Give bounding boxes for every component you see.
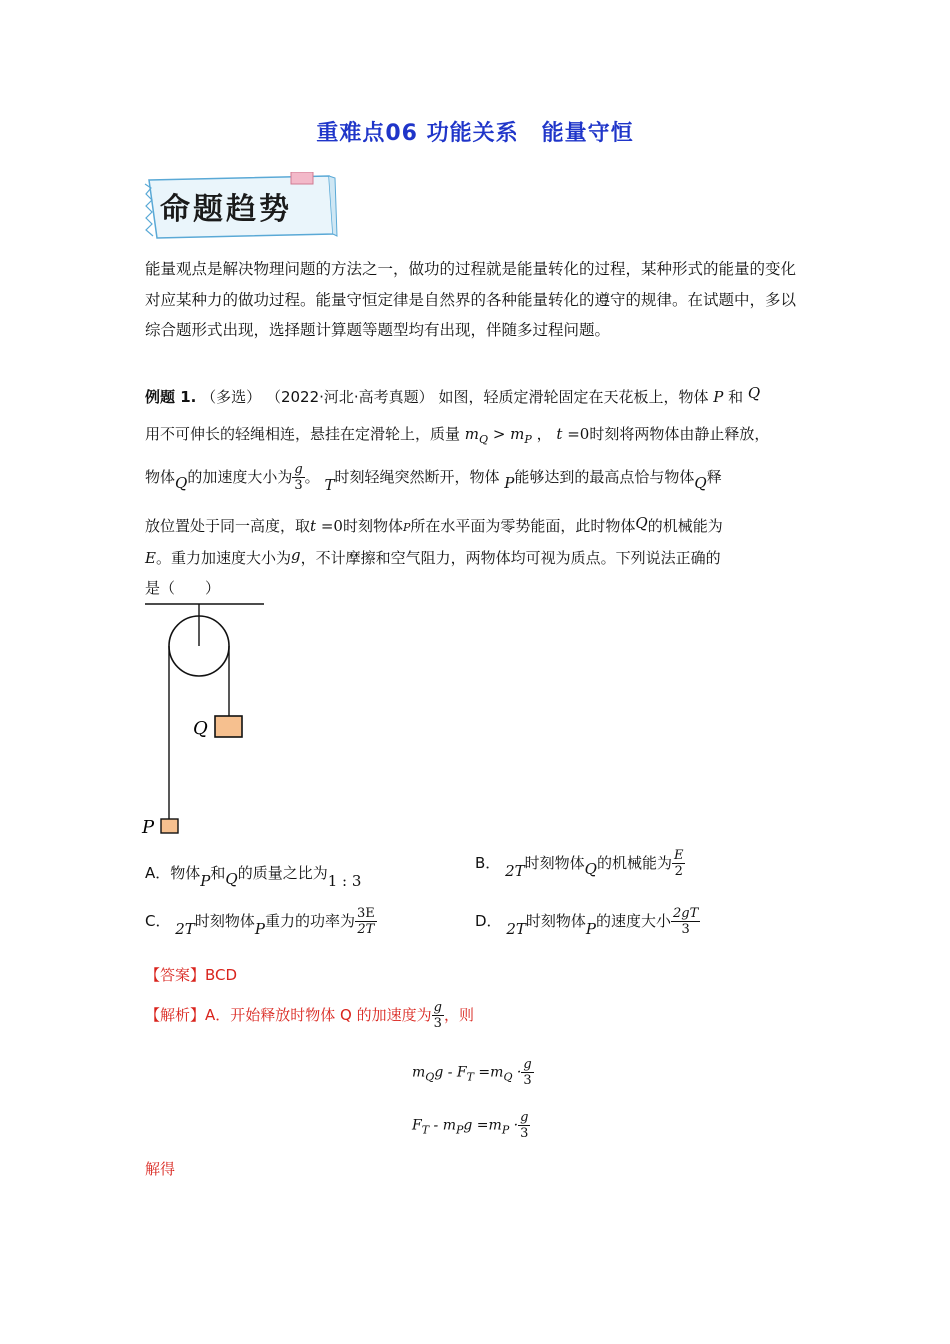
math-op: =0	[316, 517, 343, 535]
math-op: >	[488, 425, 511, 443]
option-text: 的质量之比为	[237, 864, 328, 882]
question-type: （多选）	[201, 388, 262, 406]
math-den: 3	[520, 1126, 529, 1141]
math-num: g	[523, 1057, 532, 1072]
math-var: m	[464, 425, 480, 443]
question-text: 时刻物体	[342, 517, 403, 535]
question-line-5	[145, 547, 721, 568]
math-var: t	[310, 517, 317, 535]
option-label: C．	[145, 912, 171, 930]
math-var: P	[254, 920, 265, 938]
eq-sub: Q	[425, 1070, 435, 1084]
option-text: 的速度大小	[596, 912, 672, 930]
math-num: g	[433, 1000, 442, 1015]
question-line-6: 是（ ）	[145, 579, 221, 597]
fraction	[292, 462, 304, 493]
fraction	[671, 906, 700, 937]
math-num: 2gT	[673, 906, 699, 921]
math-sub: Q	[479, 433, 489, 446]
question-text: 所在水平面为零势能面，此时物体	[410, 517, 636, 535]
question-text: 用不可伸长的轻绳相连，悬挂在定滑轮上，质量	[145, 425, 461, 443]
question-text: 时刻将两物体由静止释放，	[589, 425, 770, 443]
math-var: Q	[225, 870, 238, 888]
question-text: 时刻轻绳突然断开，物体	[334, 468, 500, 486]
math-var: P	[504, 474, 515, 492]
option-text: 和	[210, 864, 226, 882]
question-source: （2022·河北·高考真题）	[265, 388, 434, 406]
answer-line	[145, 964, 237, 985]
answer-value: BCD	[205, 966, 238, 984]
label-q: Q	[193, 718, 208, 739]
banner-text: 命题趋势	[160, 192, 292, 227]
eq-term: =m	[473, 1064, 504, 1081]
eq-sub: P	[501, 1123, 510, 1137]
math-var: Q	[584, 860, 597, 878]
math-var: m	[510, 425, 525, 443]
label-p: P	[142, 817, 155, 838]
question-text: 的机械能为	[647, 517, 723, 535]
math-den: 3	[433, 1016, 442, 1031]
option-text: 时刻物体	[194, 912, 255, 930]
math-var: 2T	[506, 920, 526, 938]
option-text: 时刻物体	[524, 854, 585, 872]
math-var: P	[200, 872, 211, 890]
option-label: B．	[475, 854, 501, 872]
math-var: T	[324, 476, 335, 494]
option-d[interactable]	[475, 906, 700, 937]
intro-paragraph: 能量观点是解决物理问题的方法之一，做功的过程就是能量转化的过程，某种形式的能量的变化对应某种力的做功过程。能量守恒定律是自然界的各种能量转化的遵守的规律。在试题中，多以综合题形式出现，选择题计算题等题型均有出现，伴随多过程问题。	[145, 260, 797, 339]
analysis-line	[145, 1000, 474, 1031]
math-num: E	[673, 848, 684, 863]
block-p	[161, 819, 178, 833]
fraction	[355, 906, 377, 937]
fraction	[518, 1110, 530, 1141]
fraction	[521, 1057, 533, 1088]
option-a[interactable]	[145, 862, 362, 890]
question-text: 。重力加速度大小为	[155, 549, 291, 567]
math-sub: P	[524, 433, 532, 446]
option-c[interactable]	[145, 906, 377, 937]
equation-2	[412, 1110, 530, 1141]
question-text: 。	[304, 468, 320, 486]
eq-term: F	[412, 1117, 422, 1134]
pulley-diagram	[140, 600, 275, 840]
analysis-label: 【解析】	[145, 1006, 206, 1024]
math-num: g	[294, 462, 303, 477]
page-title: 重难点06 功能关系 能量守恒	[316, 121, 634, 146]
eq-op: ·	[512, 1064, 522, 1081]
math-den: 2T	[357, 922, 375, 937]
math-den: 2	[674, 864, 683, 879]
math-var: t	[556, 425, 563, 443]
option-label: A．	[145, 864, 171, 882]
math-var: P	[402, 521, 411, 534]
math-var: Q	[635, 514, 648, 532]
eq-op: ·	[509, 1117, 519, 1134]
eq-term: g	[463, 1117, 473, 1134]
question-label: 例题 1.	[145, 388, 197, 406]
option-text: 重力的功率为	[264, 912, 355, 930]
math-value: 1 : 3	[327, 872, 362, 890]
option-b[interactable]	[475, 848, 685, 879]
equation-1	[412, 1057, 534, 1088]
question-text: 放位置处于同一高度，取	[145, 517, 311, 535]
analysis-text: A．开始释放时物体 Q 的加速度为	[205, 1006, 432, 1024]
math-var: Q	[175, 474, 188, 492]
math-den: 3	[681, 922, 690, 937]
option-text: 的机械能为	[596, 854, 672, 872]
math-num: g	[520, 1110, 529, 1125]
question-line-2	[145, 423, 769, 446]
option-text: 物体	[170, 864, 201, 882]
result-text: 解得	[145, 1160, 176, 1178]
math-var: 2T	[175, 920, 195, 938]
question-line-4	[145, 515, 723, 536]
question-text: 物体	[145, 468, 176, 486]
analysis-text: ，则	[443, 1006, 474, 1024]
option-label: D．	[475, 912, 502, 930]
math-num: 3E	[356, 906, 375, 921]
math-var: g	[290, 546, 301, 564]
question-text: 和	[728, 388, 744, 406]
math-var: 2T	[505, 862, 525, 880]
math-var: Q	[694, 474, 707, 492]
math-var: P	[585, 920, 597, 938]
question-text: 能够达到的最高点恰与物体	[514, 468, 695, 486]
eq-term: - m	[429, 1117, 456, 1134]
question-text: ，	[536, 425, 552, 443]
question-text: ，不计摩擦和空气阻力，两物体均可视为质点。下列说法正确的	[300, 549, 721, 567]
question-text: 的加速度大小为	[187, 468, 293, 486]
eq-term: g - F	[434, 1064, 467, 1081]
fraction	[672, 848, 686, 879]
option-text: 时刻物体	[525, 912, 586, 930]
eq-sub: P	[455, 1123, 464, 1137]
math-den: 3	[523, 1073, 532, 1088]
answer-label: 【答案】	[145, 966, 206, 984]
question-line-3	[145, 462, 722, 493]
question-text: 如图，轻质定滑轮固定在天花板上，物体	[438, 388, 709, 406]
eq-sub: T	[466, 1070, 474, 1084]
eq-sub: Q	[503, 1070, 513, 1084]
math-var: E	[145, 549, 156, 567]
fraction	[432, 1000, 444, 1031]
block-q	[215, 716, 242, 737]
eq-term: m	[412, 1064, 426, 1081]
math-var: P	[713, 388, 724, 406]
question-line-1	[145, 386, 760, 407]
math-den: 3	[294, 478, 303, 493]
math-var: Q	[747, 384, 761, 402]
eq-sub: T	[421, 1123, 430, 1137]
question-text: 释	[706, 468, 722, 486]
eq-term: =m	[472, 1117, 502, 1134]
math-op: =0	[562, 425, 590, 443]
